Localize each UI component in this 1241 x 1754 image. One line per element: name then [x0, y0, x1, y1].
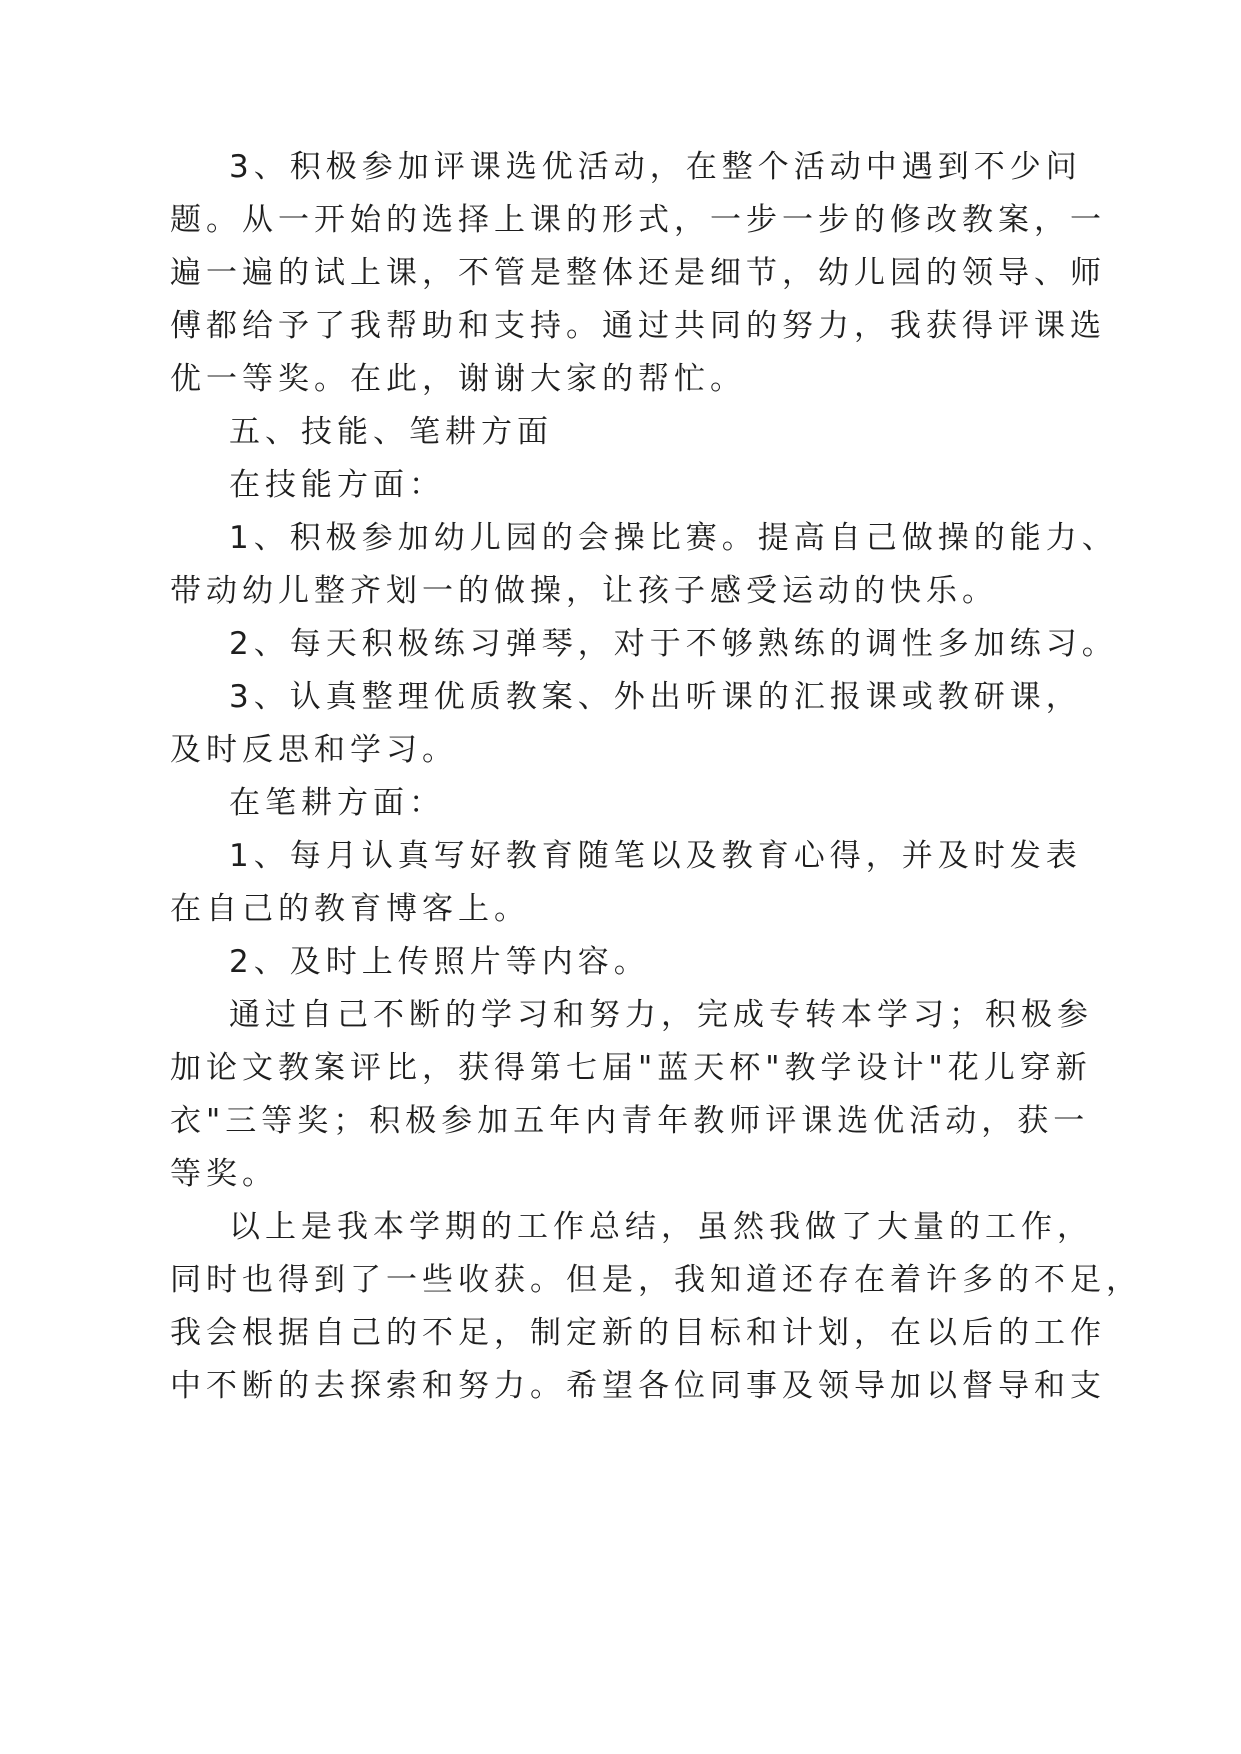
text-line: 在自己的教育博客上。 — [170, 891, 530, 927]
text-line: 加论文教案评比，获得第七届"蓝天杯"教学设计"花儿穿新 — [170, 1050, 1092, 1086]
text-line: 2、每天积极练习弹琴，对于不够熟练的调性多加练习。 — [229, 626, 1118, 662]
text-line: 傅都给予了我帮助和支持。通过共同的努力，我获得评课选 — [170, 308, 1106, 344]
text-line: 遍一遍的试上课，不管是整体还是细节，幼儿园的领导、师 — [170, 255, 1106, 291]
text-line: 3、认真整理优质教案、外出听课的汇报课或教研课， — [229, 679, 1082, 715]
section-heading: 五、技能、笔耕方面 — [229, 414, 553, 450]
text-line: 等奖。 — [170, 1156, 278, 1192]
text-line: 以上是我本学期的工作总结，虽然我做了大量的工作， — [229, 1209, 1093, 1245]
text-line: 中不断的去探索和努力。希望各位同事及领导加以督导和支 — [170, 1368, 1106, 1404]
text-line: 2、及时上传照片等内容。 — [229, 944, 650, 980]
text-line: 衣"三等奖；积极参加五年内青年教师评课选优活动，获一 — [170, 1103, 1090, 1139]
text-line: 带动幼儿整齐划一的做操，让孩子感受运动的快乐。 — [170, 573, 998, 609]
text-line: 3、积极参加评课选优活动，在整个活动中遇到不少问 — [229, 149, 1082, 185]
subsection-heading: 在笔耕方面： — [229, 785, 445, 821]
text-line: 1、积极参加幼儿园的会操比赛。提高自己做操的能力、 — [229, 520, 1118, 556]
text-line: 1、每月认真写好教育随笔以及教育心得，并及时发表 — [229, 838, 1082, 874]
text-line: 及时反思和学习。 — [170, 732, 458, 768]
text-line: 同时也得到了一些收获。但是，我知道还存在着许多的不足， — [170, 1262, 1142, 1298]
subsection-heading: 在技能方面： — [229, 467, 445, 503]
text-line: 通过自己不断的学习和努力，完成专转本学习；积极参 — [229, 997, 1093, 1033]
text-line: 优一等奖。在此，谢谢大家的帮忙。 — [170, 361, 746, 397]
text-line: 题。从一开始的选择上课的形式，一步一步的修改教案，一 — [170, 202, 1106, 238]
text-line: 我会根据自己的不足，制定新的目标和计划，在以后的工作 — [170, 1315, 1106, 1351]
